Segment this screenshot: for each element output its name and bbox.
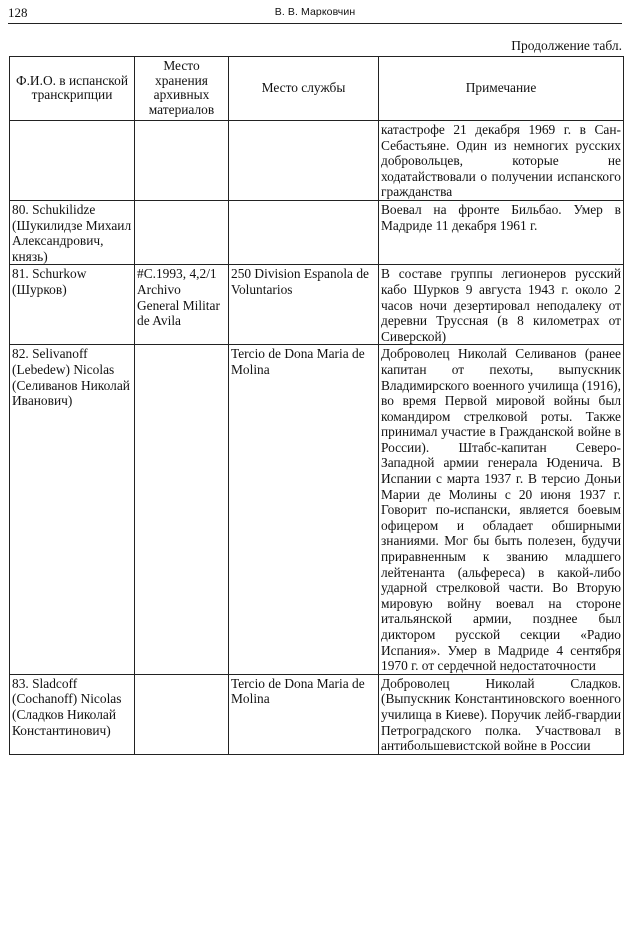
cell-note: катастрофе 21 декабря 1969 г. в Сан-Себастьяне. Один из немногих русских добровольцев, которые не ходатайствовали о получении испанского гражданства — [379, 121, 624, 201]
table-header-row — [10, 57, 624, 121]
running-header — [8, 5, 622, 24]
cell-name: 83. Sladcoff (Cochanoff) Nicolas (Сладков Николай Константинович) — [10, 674, 135, 754]
cell-service: 250 Division Espanola de Voluntarios — [229, 265, 379, 345]
table-row — [10, 674, 624, 754]
cell-archive — [135, 345, 229, 674]
cell-note: Воевал на фронте Бильбао. Умер в Мадриде 11 декабря 1961 г. — [379, 200, 624, 264]
cell-archive — [135, 200, 229, 264]
table-row — [10, 345, 624, 674]
table-row — [10, 121, 624, 201]
column-header-service: Место службы — [229, 57, 379, 121]
column-header-archive: Место хранения архивных материалов — [135, 57, 229, 121]
table-continuation-label: Продолжение табл. — [511, 38, 622, 53]
cell-archive — [135, 674, 229, 754]
cell-service — [229, 200, 379, 264]
page-number: 128 — [8, 5, 28, 20]
cell-note: Доброволец Николай Селиванов (ранее капитан от пехоты, выпускник Владимирского военного училища (1916), во время Первой мировой войны был командиром стрелковой роты. Также принимал участие в Гражданской войне в России). Штабс-капитан Северо-Западной армии генерала Юденича. В Испании с марта 1937 г. В терсио Доньи Марии де Молины с 20 июня 1937 г. Говорит по-испански, является боевым офицером и обладает обширными знаниями. Мог бы быть полезен, будучи приравненным к званию младшего лейтенанта (альфереса) в какой-либо ударной стрелковой части. Во Вторую мировую войну воевал на стороне итальянской армии, позднее был диктором русской секции «Радио Испания». Умер в Мадриде 4 сентября 1970 г. от сердечной недостаточности — [379, 345, 624, 674]
running-header-author: В. В. Марковчин — [274, 6, 356, 18]
column-header-name: Ф.И.О. в испанской транскрипции — [10, 57, 135, 121]
table-row — [10, 200, 624, 264]
cell-note: Доброволец Николай Сладков. (Выпускник Константиновского военного училища в Киеве). Поручик лейб-гвардии Петроградского полка. Участвовал в антибольшевистской войне в России — [379, 674, 624, 754]
table-row — [10, 265, 624, 345]
column-header-note: Примечание — [379, 57, 624, 121]
cell-name: 81. Schurkow (Шурков) — [10, 265, 135, 345]
cell-service — [229, 121, 379, 201]
cell-name: 82. Selivanoff (Lebedew) Nicolas (Селиванов Николай Иванович) — [10, 345, 135, 674]
cell-name: 80. Schukilidze (Шукилидзе Михаил Александрович, князь) — [10, 200, 135, 264]
volunteers-table — [9, 56, 624, 755]
cell-name — [10, 121, 135, 201]
cell-archive: #C.1993, 4,2/1 Archivo General Militar de Avila — [135, 265, 229, 345]
cell-service: Tercio de Dona Maria de Molina — [229, 345, 379, 674]
cell-service: Tercio de Dona Maria de Molina — [229, 674, 379, 754]
cell-archive — [135, 121, 229, 201]
cell-note: В составе группы легионеров русский кабо Шурков 9 августа 1943 г. около 2 часов ночи дезертировал неподалеку от деревни Труссная (в 8 километрах от Сиверской) — [379, 265, 624, 345]
